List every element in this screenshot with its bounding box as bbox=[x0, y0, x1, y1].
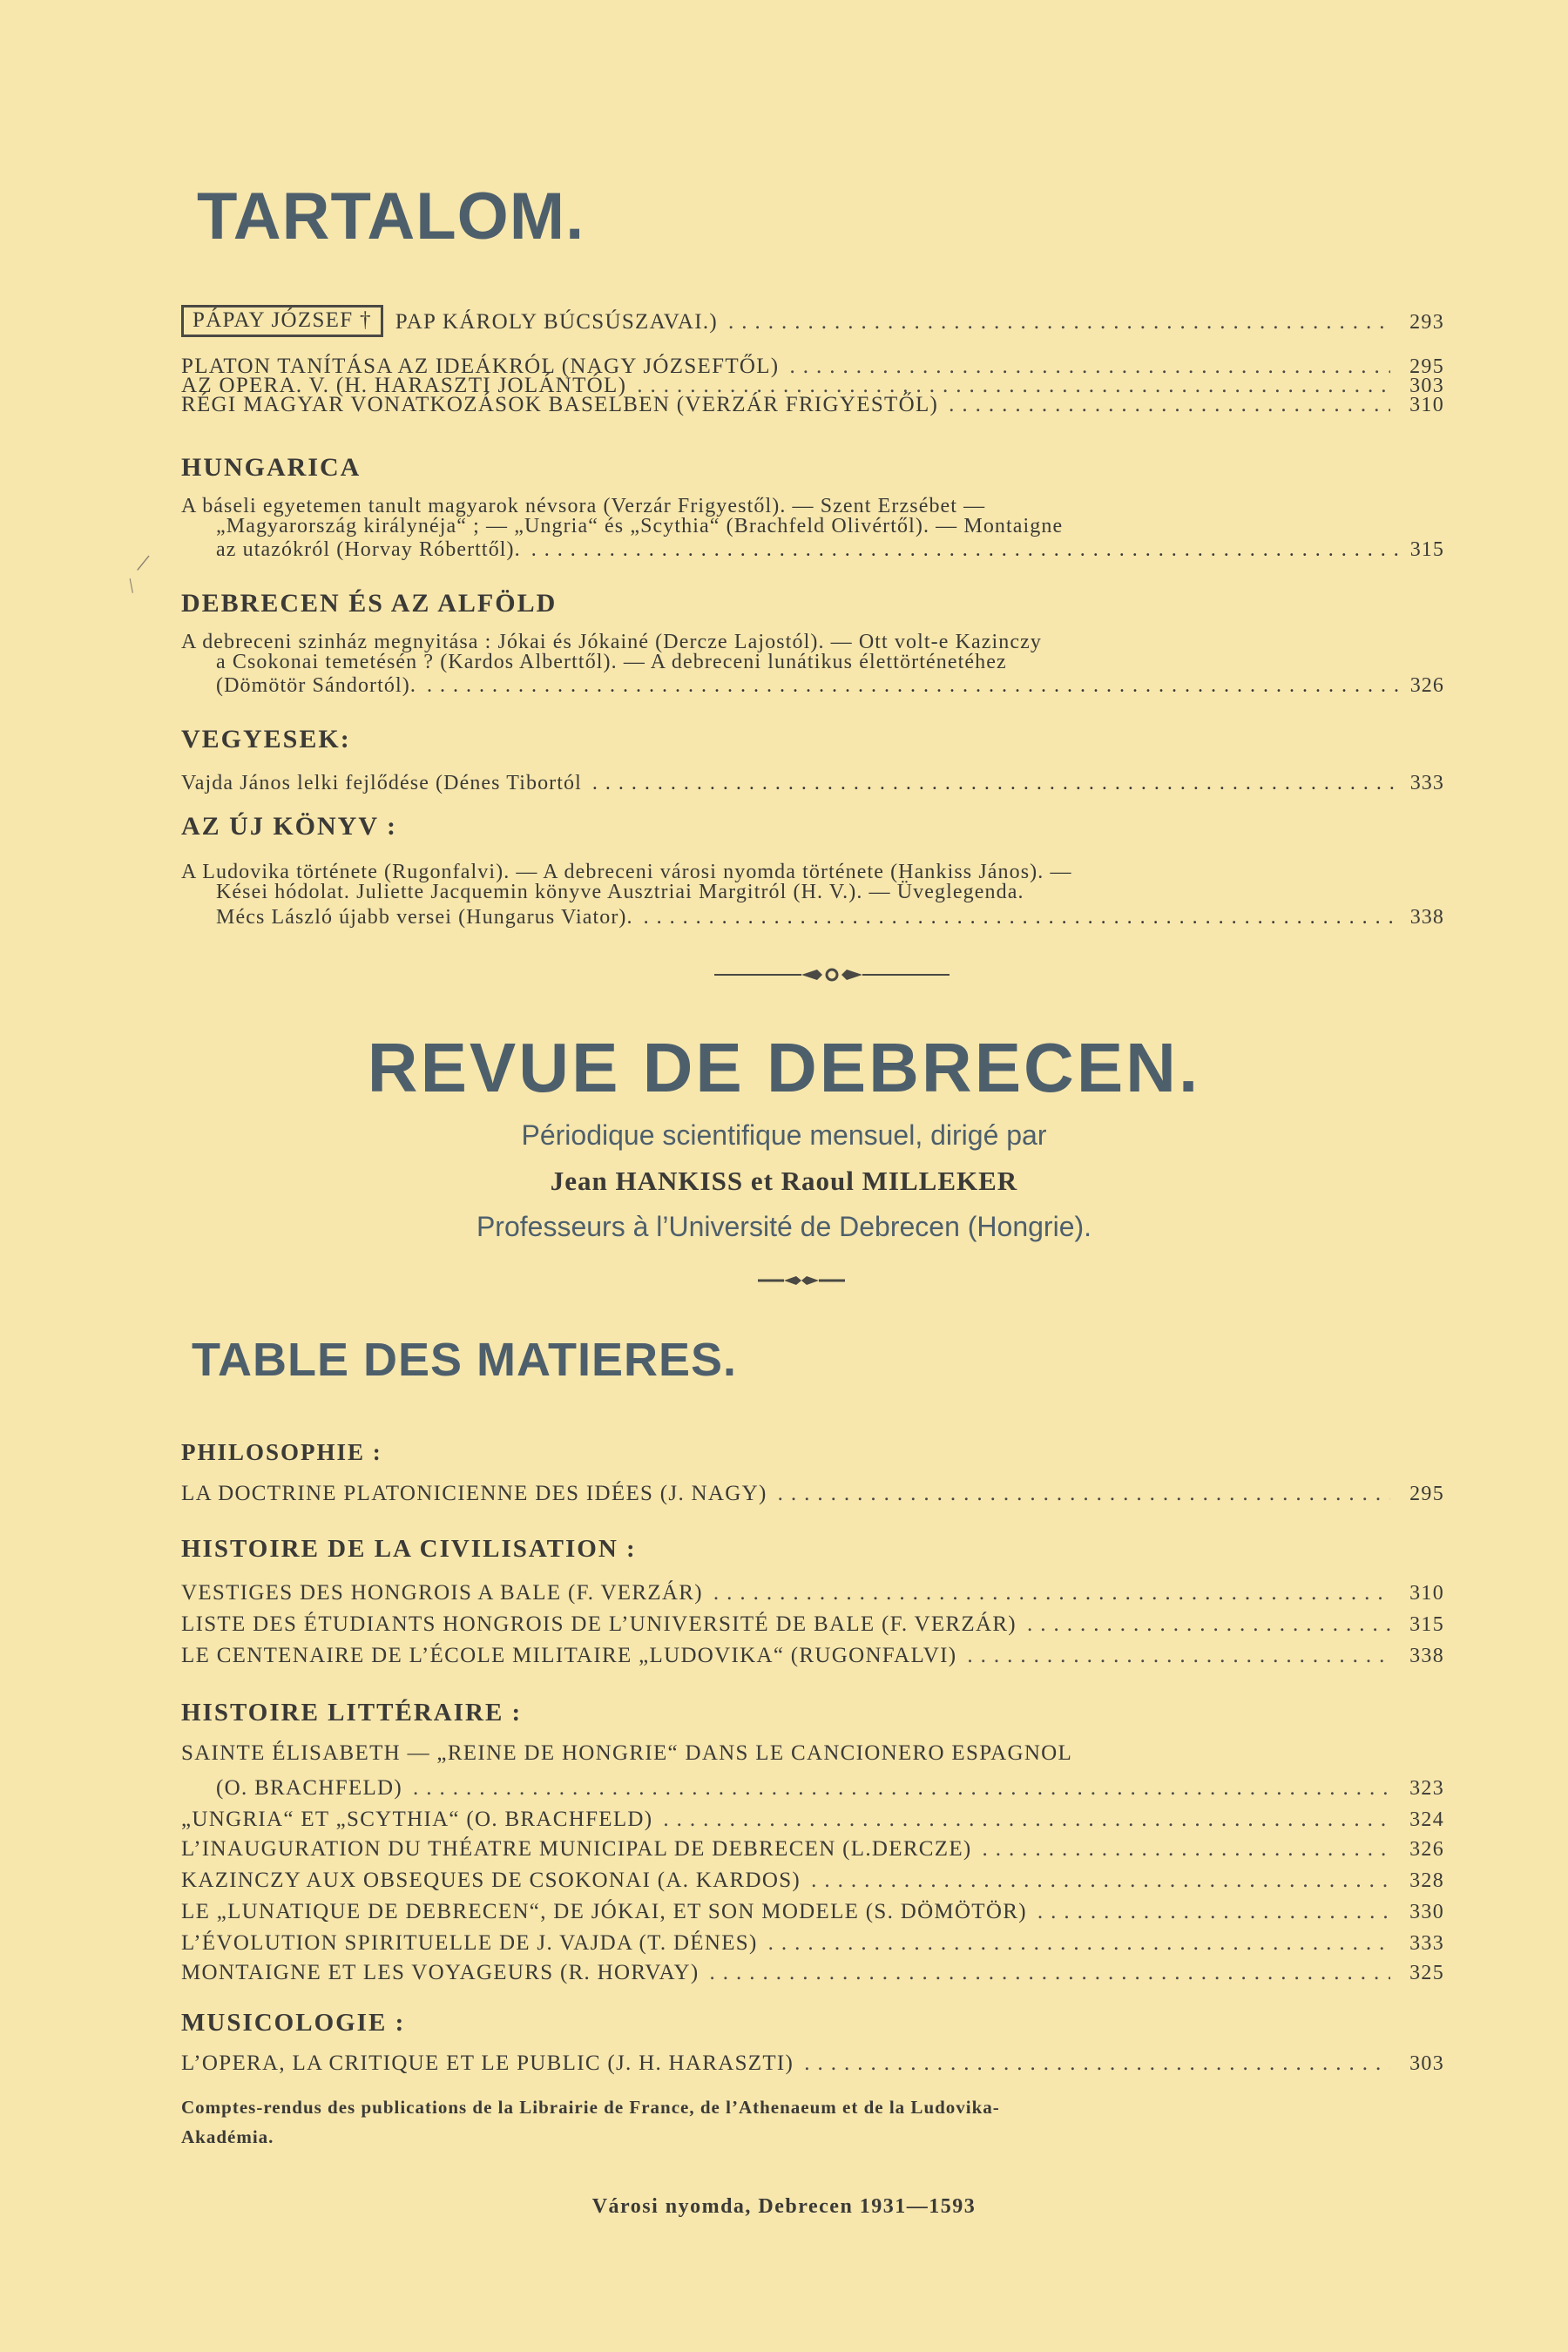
toc-entry-text: SAINTE ÉLISABETH — „REINE DE HONGRIE“ DANS LE CANCIONERO ESPAGNOL bbox=[181, 1741, 1073, 1765]
toc-entry-text: LISTE DES ÉTUDIANTS HONGROIS DE L’UNIVERSITÉ DE BALE (F. VERZÁR) bbox=[181, 1612, 1017, 1636]
toc-entry-page: 293 bbox=[1409, 311, 1444, 334]
dot-leader bbox=[983, 1838, 1390, 1860]
text-line: A debreceni szinház megnyitása : Jókai és Jókainé (Dercze Lajostól). — Ott volt-e Kazinczy bbox=[181, 631, 1043, 653]
toc-entry-text: L’INAUGURATION DU THÉATRE MUNICIPAL DE DEBRECEN (L.DERCZE) bbox=[181, 1837, 972, 1861]
text-line: a Csokonai temetésén ? (Kardos Alberttől). — A debreceni lunátikus élettörténetéhez bbox=[216, 651, 1007, 673]
section-heading: DEBRECEN ÉS AZ ALFÖLD bbox=[181, 589, 558, 618]
dot-leader bbox=[949, 394, 1390, 416]
toc-entry-page: 303 bbox=[1409, 375, 1444, 397]
toc-entry-page: 328 bbox=[1409, 1869, 1444, 1892]
toc-entry bbox=[181, 1483, 1444, 1504]
dot-leader bbox=[811, 1869, 1390, 1891]
section-heading: PHILOSOPHIE : bbox=[181, 1439, 382, 1465]
toc-entry bbox=[181, 1962, 1444, 1984]
toc-entry-page: 295 bbox=[1409, 355, 1444, 378]
toc-entry-page: 333 bbox=[1409, 1932, 1444, 1955]
dot-leader bbox=[778, 1483, 1390, 1504]
section-page: 338 bbox=[1409, 906, 1444, 929]
toc-entry-lead-line bbox=[181, 1742, 1444, 1764]
toc-entry bbox=[181, 1838, 1444, 1860]
text-line: „Magyarország királynéja“ ; — „Ungria“ és „Scythia“ (Brachfeld Olivértől). — Montaigne bbox=[216, 515, 1064, 537]
toc-entry bbox=[181, 1582, 1444, 1604]
toc-entry bbox=[181, 1869, 1444, 1891]
pencil-mark: / bbox=[123, 575, 140, 598]
revue-affiliation: Professeurs à l’Université de Debrecen (Hongrie). bbox=[476, 1211, 1092, 1242]
toc-entry-text: L’OPERA, LA CRITIQUE ET LE PUBLIC (J. H. HARASZTI) bbox=[181, 2051, 794, 2075]
section-last-line bbox=[181, 906, 1444, 929]
toc-entry-page: 330 bbox=[1409, 1901, 1444, 1923]
note bbox=[181, 2092, 1418, 2152]
toc-entry-page: 310 bbox=[1409, 1582, 1444, 1605]
toc-entry bbox=[181, 2052, 1444, 2074]
text-line: (Dömötör Sándortól). bbox=[216, 674, 416, 697]
toc-entry-text: KAZINCZY AUX OBSEQUES DE CSOKONAI (A. KARDOS) bbox=[181, 1869, 801, 1892]
tartalom-title: TARTALOM. bbox=[197, 179, 585, 253]
toc-entry-page: 326 bbox=[1409, 1838, 1444, 1861]
toc-entry-page: 295 bbox=[1409, 1483, 1444, 1505]
text-line: az utazókról (Horvay Róberttől). bbox=[216, 538, 521, 561]
toc-entry-text: VESTIGES DES HONGROIS A BALE (F. VERZÁR) bbox=[181, 1581, 703, 1605]
toc-entry-page: 324 bbox=[1409, 1808, 1444, 1831]
section-heading: HUNGARICA bbox=[181, 453, 362, 482]
toc-entry bbox=[181, 394, 1444, 416]
toc-entry bbox=[181, 1808, 1444, 1830]
table-title: TABLE DES MATIERES. bbox=[192, 1334, 738, 1386]
section-heading: HISTOIRE LITTÉRAIRE : bbox=[181, 1699, 523, 1727]
section-heading: HISTOIRE DE LA CIVILISATION : bbox=[181, 1535, 637, 1563]
dot-leader bbox=[768, 1932, 1390, 1954]
toc-entry-text: LE CENTENAIRE DE L’ÉCOLE MILITAIRE „LUDOVIKA“ (RUGONFALVI) bbox=[181, 1644, 957, 1667]
dot-leader bbox=[531, 538, 1402, 562]
text-line: Mécs László újabb versei (Hungarus Viator). bbox=[216, 906, 633, 929]
note-line: Comptes-rendus des publications de la Librairie de France, de l’Athenaeum et de la Ludovika- bbox=[181, 2097, 1000, 2118]
toc-entry bbox=[181, 307, 1444, 339]
section-text bbox=[181, 862, 1418, 902]
toc-entry-text: AZ OPERA. V. (H. HARASZTI JOLÁNTÓL) bbox=[181, 374, 627, 397]
toc-entry-text: PLATON TANÍTÁSA AZ IDEÁKRÓL (NAGY JÓZSEFTŐL) bbox=[181, 355, 780, 378]
revue-subtitle: Périodique scientifique mensuel, dirigé par bbox=[521, 1119, 1047, 1151]
dot-leader bbox=[427, 674, 1402, 698]
dot-leader bbox=[804, 2052, 1390, 2074]
section-heading: AZ ÚJ KÖNYV : bbox=[181, 812, 397, 841]
dot-leader bbox=[592, 772, 1402, 795]
dot-leader bbox=[967, 1645, 1390, 1666]
printer-footer: Városi nyomda, Debrecen 1931—1593 bbox=[591, 2195, 977, 2218]
toc-entry bbox=[181, 1645, 1444, 1666]
divider-ornament bbox=[714, 965, 950, 984]
toc-entry-page: 323 bbox=[1409, 1777, 1444, 1800]
toc-entry-text: (O. BRACHFELD) bbox=[216, 1776, 403, 1800]
section-text bbox=[181, 497, 1418, 537]
section-last-line bbox=[181, 674, 1444, 698]
section-page: 326 bbox=[1409, 674, 1444, 697]
text-line: A Ludovika története (Rugonfalvi). — A debreceni városi nyomda története (Hankiss János). — bbox=[181, 861, 1072, 883]
toc-entry bbox=[181, 1613, 1444, 1635]
note-line: Akadémia. bbox=[181, 2126, 274, 2147]
dot-leader bbox=[1037, 1901, 1390, 1923]
dot-leader bbox=[663, 1808, 1390, 1830]
dot-leader bbox=[710, 1962, 1390, 1984]
section-page: 315 bbox=[1409, 538, 1444, 561]
section-heading: MUSICOLOGIE : bbox=[181, 2009, 406, 2037]
toc-entry-text: PAP KÁROLY BÚCSÚSZAVAI.) bbox=[395, 310, 719, 334]
dot-leader bbox=[713, 1582, 1390, 1604]
small-ornament bbox=[758, 1274, 845, 1288]
section-page: 333 bbox=[1409, 772, 1444, 794]
toc-entry-page: 310 bbox=[1409, 394, 1444, 416]
section-last-line bbox=[181, 772, 1444, 795]
toc-entry-page: 303 bbox=[1409, 2052, 1444, 2075]
toc-entry-text: L’ÉVOLUTION SPIRITUELLE DE J. VAJDA (T. DÉNES) bbox=[181, 1931, 758, 1955]
toc-entry-page: 338 bbox=[1409, 1645, 1444, 1667]
toc-entry-text: RÉGI MAGYAR VONATKOZÁSOK BASELBEN (VERZÁR FRIGYESTŐL) bbox=[181, 393, 939, 416]
section-text bbox=[181, 632, 1418, 672]
toc-entry-text: „UNGRIA“ ET „SCYTHIA“ (O. BRACHFELD) bbox=[181, 1808, 653, 1831]
dot-leader bbox=[413, 1777, 1390, 1799]
toc-entry bbox=[216, 1777, 1444, 1799]
toc-entry-page: 325 bbox=[1409, 1962, 1444, 1984]
toc-entry-text: LE „LUNATIQUE DE DEBRECEN“, DE JÓKAI, ET SON MODELE (S. DÖMÖTÖR) bbox=[181, 1900, 1027, 1923]
text-line: Vajda János lelki fejlődése (Dénes Tibortól bbox=[181, 772, 582, 794]
toc-entry bbox=[181, 1901, 1444, 1923]
text-line: Kései hódolat. Juliette Jacquemin könyve Ausztriai Margitról (H. V.). — Üveglegenda. bbox=[216, 881, 1024, 903]
revue-editors: Jean HANKISS et Raoul MILLEKER bbox=[550, 1166, 1018, 1196]
boxed-name: PÁPAY JÓZSEF † bbox=[181, 305, 383, 337]
pencil-mark: / bbox=[134, 548, 152, 578]
toc-entry-text: LA DOCTRINE PLATONICIENNE DES IDÉES (J. NAGY) bbox=[181, 1482, 767, 1505]
toc-entry-page: 315 bbox=[1409, 1613, 1444, 1636]
dot-leader bbox=[644, 906, 1402, 929]
toc-entry bbox=[181, 1932, 1444, 1954]
dot-leader bbox=[1027, 1613, 1390, 1635]
revue-title: REVUE DE DEBRECEN. bbox=[367, 1029, 1201, 1106]
text-line: A báseli egyetemen tanult magyarok névsora (Verzár Frigyestől). — Szent Erzsébet — bbox=[181, 495, 986, 517]
section-heading: VEGYESEK: bbox=[181, 725, 351, 754]
dot-leader bbox=[728, 311, 1390, 333]
toc-entry-text: MONTAIGNE ET LES VOYAGEURS (R. HORVAY) bbox=[181, 1961, 700, 1984]
section-last-line bbox=[181, 538, 1444, 562]
